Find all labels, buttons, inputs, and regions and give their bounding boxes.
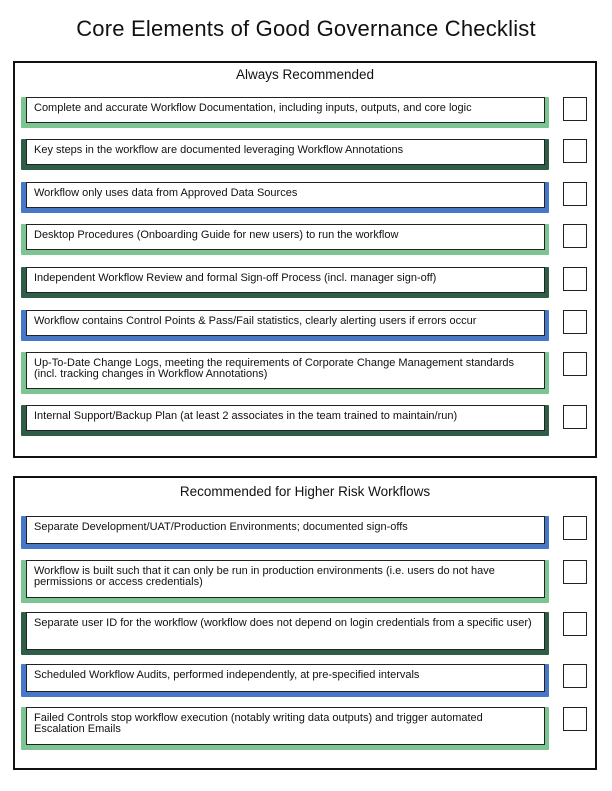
item-checkbox[interactable] — [563, 664, 587, 688]
item-label: Scheduled Workflow Audits, performed independently, at pre-specified intervals — [26, 664, 545, 692]
checklist-item — [21, 352, 587, 394]
section-higher-risk — [13, 476, 597, 770]
checklist-item — [21, 516, 587, 549]
item-label: Key steps in the workflow are documented leveraging Workflow Annotations — [26, 139, 545, 165]
item-label: Failed Controls stop workflow execution (notably writing data outputs) and trigger automated Escalation Emails — [26, 707, 545, 745]
section-title: Always Recommended — [235, 67, 375, 82]
checklist-item — [21, 664, 587, 697]
item-label: Internal Support/Backup Plan (at least 2 associates in the team trained to maintain/run) — [26, 405, 545, 431]
item-checkbox[interactable] — [563, 612, 587, 636]
checklist-item — [21, 612, 587, 655]
item-checkbox[interactable] — [563, 267, 587, 291]
item-checkbox[interactable] — [563, 97, 587, 121]
item-label: Desktop Procedures (Onboarding Guide for new users) to run the workflow — [26, 224, 545, 250]
item-checkbox[interactable] — [563, 707, 587, 731]
item-label: Separate Development/UAT/Production Environments; documented sign-offs — [26, 516, 545, 544]
item-label: Up-To-Date Change Logs, meeting the requirements of Corporate Change Management standards (incl. tracking changes in Workflow Annotations) — [26, 352, 545, 389]
item-label: Workflow is built such that it can only be run in production environments (i.e. users do not have permissions or access credentials) — [26, 560, 545, 598]
item-checkbox[interactable] — [563, 139, 587, 163]
checklist-item — [21, 139, 587, 170]
item-label: Workflow only uses data from Approved Data Sources — [26, 182, 545, 208]
checklist-item — [21, 405, 587, 436]
checklist-item — [21, 560, 587, 603]
checklist-item — [21, 707, 587, 750]
item-checkbox[interactable] — [563, 224, 587, 248]
page-title: Core Elements of Good Governance Checklist — [76, 16, 536, 41]
checklist-item — [21, 267, 587, 298]
item-label: Workflow contains Control Points & Pass/Fail statistics, clearly alerting users if errors occur — [26, 310, 545, 336]
item-checkbox[interactable] — [563, 310, 587, 334]
item-label: Separate user ID for the workflow (workflow does not depend on login credentials from a specific user) — [26, 612, 545, 650]
item-label: Independent Workflow Review and formal Sign-off Process (incl. manager sign-off) — [26, 267, 545, 293]
item-checkbox[interactable] — [563, 182, 587, 206]
item-checkbox[interactable] — [563, 352, 587, 376]
checklist-item — [21, 182, 587, 213]
checklist-item — [21, 224, 587, 255]
item-checkbox[interactable] — [563, 560, 587, 584]
checklist-item — [21, 97, 587, 128]
item-checkbox[interactable] — [563, 516, 587, 540]
section-title: Recommended for Higher Risk Workflows — [179, 484, 431, 499]
item-checkbox[interactable] — [563, 405, 587, 429]
checklist-item — [21, 310, 587, 341]
item-label: Complete and accurate Workflow Documentation, including inputs, outputs, and core logic — [26, 97, 545, 123]
section-always-recommended — [13, 61, 597, 458]
